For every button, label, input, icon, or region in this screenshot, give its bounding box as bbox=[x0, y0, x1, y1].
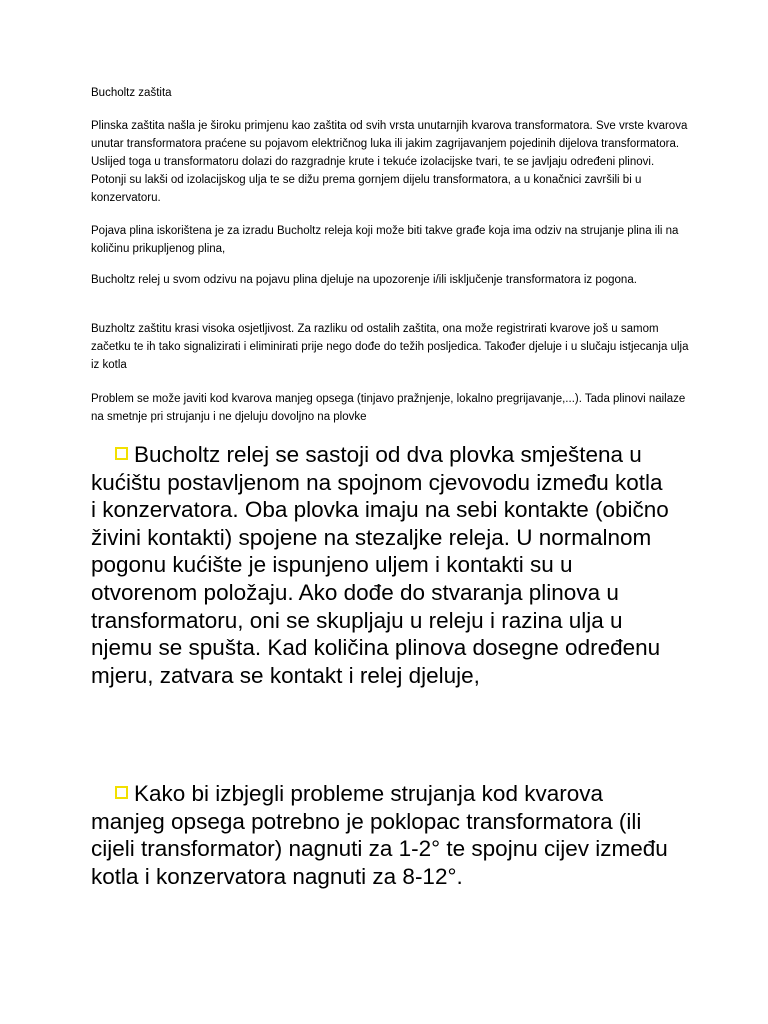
hollow-square-bullet-icon bbox=[115, 447, 128, 460]
paragraph-pojava-plina: Pojava plina iskorištena je za izradu Bucholtz releja koji može biti takve građe koja ima odziv na strujanje plina ili na količinu prikupljenog plina, bbox=[91, 225, 679, 255]
bullet-item-nagib bbox=[91, 780, 671, 890]
hollow-square-bullet-icon bbox=[115, 786, 128, 799]
bullet-text: Kako bi izbjegli probleme strujanja kod kvarova manjeg opsega potrebno je poklopac transformatora (ili cijeli transformator) nagnuti za 1-2° te spojnu cijev između kotla i konzervatora nagnuti za 8-12°. bbox=[91, 781, 668, 889]
paragraph-relej-odziv: Bucholtz relej u svom odzivu na pojavu plina djeluje na upozorenje i/ili isključenje transformatora iz pogona. bbox=[91, 274, 637, 286]
paragraph-problem: Problem se može javiti kod kvarova manjeg opsega (tinjavo pražnjenje, lokalno pregrijavanje,...). Tada plinovi nailaze na smetnje pri strujanju i ne djeluju dovoljno na plovke bbox=[91, 393, 686, 423]
bullet-item-relej-sastav bbox=[91, 441, 671, 689]
bullet-text: Bucholtz relej se sastoji od dva plovka smještena u kućištu postavljenom na spojnom cjevovodu između kotla i konzervatora. Oba plovka imaju na sebi kontakte (obično živini kontakti) spojene na stezaljke releja. U normalnom pogonu kućište je ispunjeno uljem i kontakti su u otvorenom položaju. Ako dođe do stvaranja plinova u transformatoru, oni se skupljaju u releju i razina ulja u njemu se spušta. Kad količina plinova dosegne određenu mjeru, zatvara se kontakt i relej djeluje, bbox=[91, 442, 669, 688]
document-title: Bucholtz zaštita bbox=[91, 87, 172, 99]
paragraph-osjetljivost: Buzholtz zaštitu krasi visoka osjetljivost. Za razliku od ostalih zaštita, ona može registrirati kvarove još u samom začetku te ih tako signalizirati i eliminirati prije nego dođe do težih posljedica. Također djeluje i u slučaju istjecanja ulja iz kotla bbox=[91, 323, 689, 371]
paragraph-plinska-zastita: Plinska zaštita našla je široku primjenu kao zaštita od svih vrsta unutarnjih kvarova transformatora. Sve vrste kvarova unutar transformatora praćene su pojavom električnog luka ili jakim zagrijavanjem pojedinih dijelova transformatora. Uslijed toga u transformatoru dolazi do razgradnje krute i tekuće izolacijske tvari, te se javljaju određeni plinovi. Potonji su lakši od izolacijskog ulja te se dižu prema gornjem dijelu transformatora, a u konačnici završili bi u konzervatoru. bbox=[91, 120, 688, 204]
